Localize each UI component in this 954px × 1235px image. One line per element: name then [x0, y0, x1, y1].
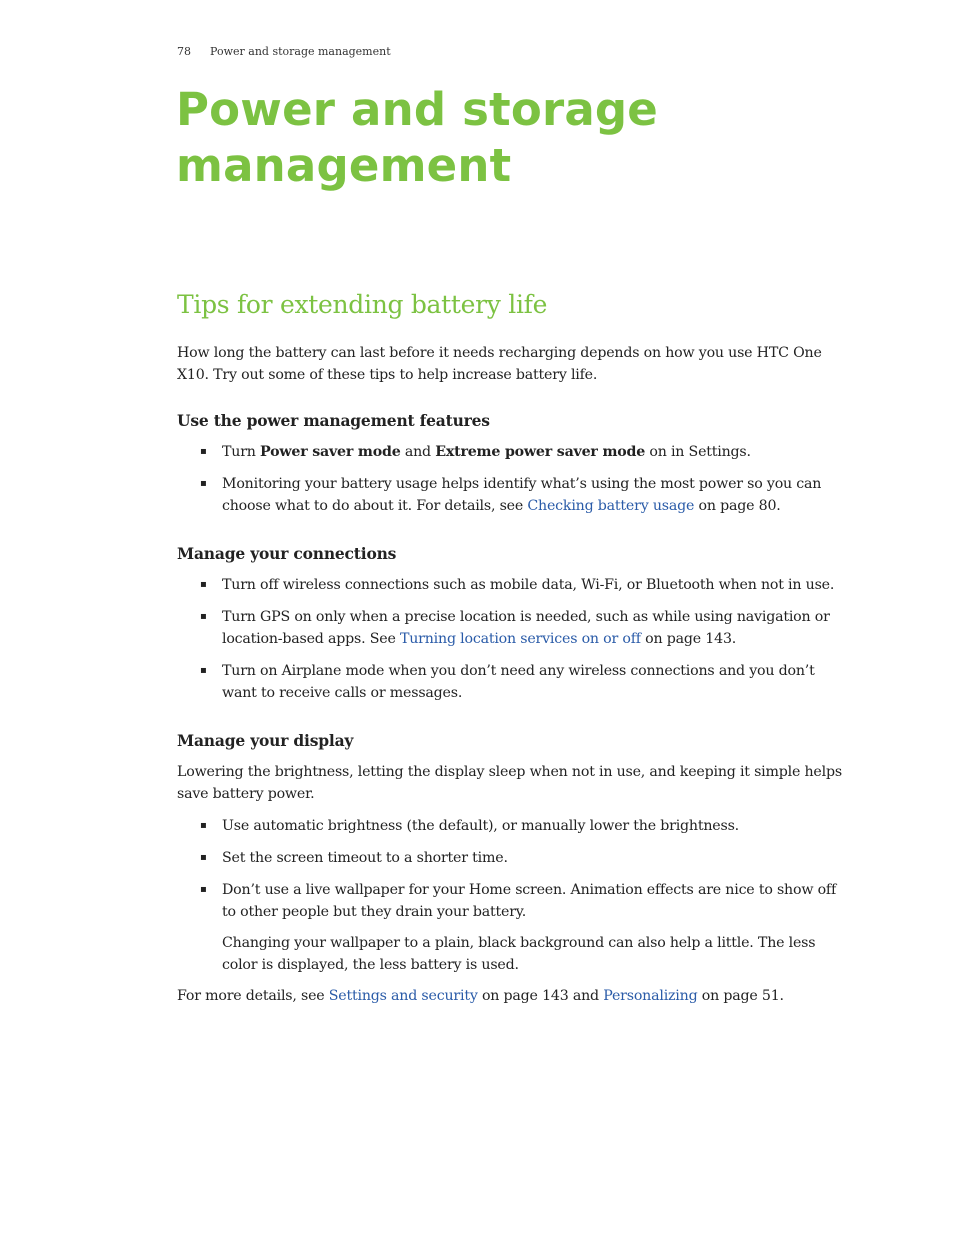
bullet-icon: ▪	[200, 820, 207, 831]
personalizing-link[interactable]: Personalizing	[603, 988, 698, 1004]
page-number: 78	[177, 45, 191, 58]
power-heading: Use the power management features	[177, 411, 490, 430]
list-item: ▪ Turn GPS on only when a precise location is needed, such as while using navigation or location-based apps. See Turning location services on or off on page 143.	[177, 606, 842, 650]
connections-heading: Manage your connections	[177, 544, 397, 563]
checking-battery-usage-link[interactable]: Checking battery usage	[527, 498, 695, 514]
power-list	[177, 441, 842, 517]
power-saver-mode-term: Power saver mode	[260, 444, 401, 460]
wallpaper-note: Changing your wallpaper to a plain, black background can also help a little. The less color is displayed, the less battery is used.	[222, 935, 816, 973]
bullet-icon: ▪	[200, 665, 207, 676]
bullet-icon: ▪	[200, 478, 207, 489]
running-header	[177, 45, 391, 58]
intro-paragraph: How long the battery can last before it needs recharging depends on how you use HTC One X10. Try out some of these tips to help increase battery life.	[177, 345, 822, 383]
bullet-icon: ▪	[200, 579, 207, 590]
display-list	[177, 815, 842, 923]
list-item: ▪ Turn off wireless connections such as mobile data, Wi-Fi, or Bluetooth when not in use.	[177, 574, 842, 596]
extreme-power-saver-term: Extreme power saver mode	[435, 444, 646, 460]
running-title: Power and storage management	[210, 45, 391, 58]
bullet-icon: ▪	[200, 884, 207, 895]
more-details: For more details, see Settings and security on page 143 and Personalizing on page 51.	[177, 988, 784, 1004]
section-title: Tips for extending battery life	[177, 290, 548, 319]
connections-list	[177, 574, 842, 704]
list-item: ▪ Don’t use a live wallpaper for your Home screen. Animation effects are nice to show off to other people but they drain your battery.	[177, 879, 842, 923]
list-item: ▪ Use automatic brightness (the default), or manually lower the brightness.	[177, 815, 842, 837]
bullet-icon: ▪	[200, 446, 207, 457]
list-item: ▪ Monitoring your battery usage helps identify what’s using the most power so you can choose what to do about it. For details, see Checking battery usage on page 80.	[177, 473, 842, 517]
list-item: ▪ Turn on Airplane mode when you don’t need any wireless connections and you don’t want to receive calls or messages.	[177, 660, 842, 704]
location-services-link[interactable]: Turning location services on or off	[399, 631, 641, 647]
bullet-icon: ▪	[200, 611, 207, 622]
list-item: ▪ Set the screen timeout to a shorter time.	[177, 847, 842, 869]
page-content	[177, 342, 842, 1007]
list-item: ▪ Turn Power saver mode and Extreme power saver mode on in Settings.	[177, 441, 842, 463]
display-intro: Lowering the brightness, letting the display sleep when not in use, and keeping it simple helps save battery power.	[177, 764, 842, 802]
chapter-title: Power and storage management	[176, 83, 659, 192]
settings-security-link[interactable]: Settings and security	[328, 988, 478, 1004]
display-heading: Manage your display	[177, 731, 354, 750]
bullet-icon: ▪	[200, 852, 207, 863]
